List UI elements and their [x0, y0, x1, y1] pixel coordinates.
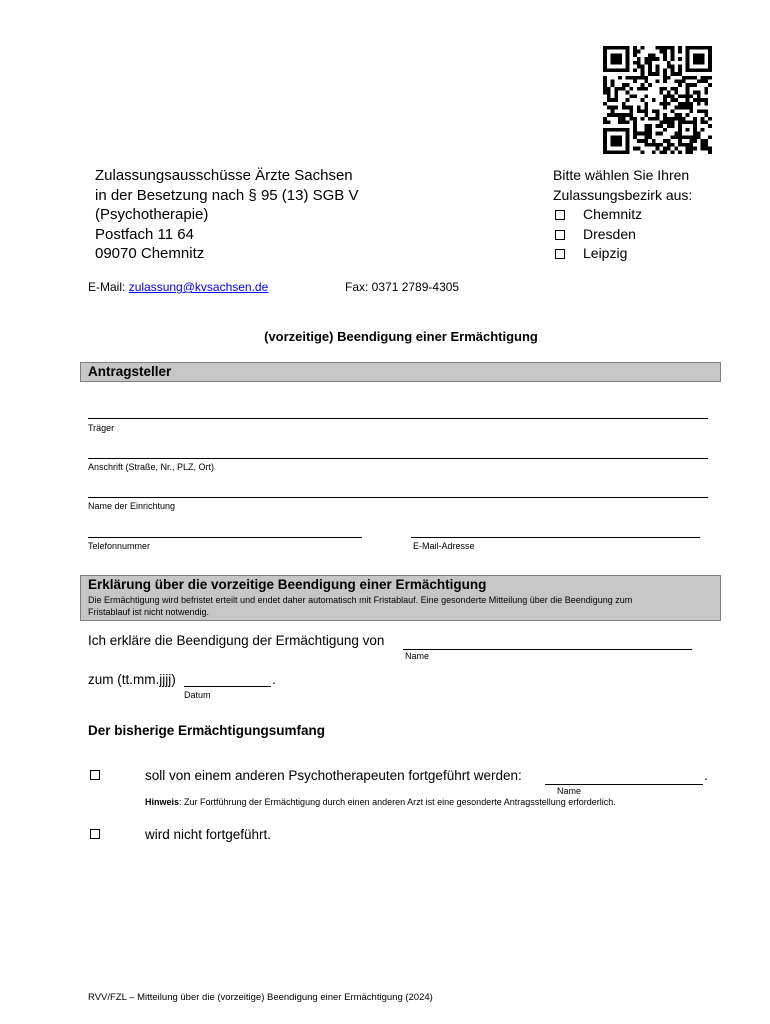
traeger-label: Träger — [88, 423, 115, 433]
dresden-checkbox[interactable] — [555, 230, 565, 240]
end-date-field[interactable] — [184, 673, 271, 687]
recipient-line: Zulassungsausschüsse Ärzte Sachsen — [95, 167, 353, 184]
recipient-line: in der Besetzung nach § 95 (13) SGB V — [95, 186, 359, 204]
email-address-label: E-Mail-Adresse — [413, 541, 475, 551]
chemnitz-checkbox[interactable] — [555, 210, 565, 220]
declaration-section-title: Erklärung über die vorzeitige Beendigung einer Ermächtigung — [88, 577, 487, 592]
continued-option-label: soll von einem anderen Psychotherapeuten fortgeführt werden: — [145, 768, 522, 783]
phone-field[interactable] — [88, 524, 362, 538]
declaration-section-header — [80, 575, 721, 621]
declaration-note-line: Die Ermächtigung wird befristet erteilt und endet daher automatisch mit Fristablauf. Eine gesonderte Mitteilung über die Beendigung zum — [88, 595, 633, 605]
district-prompt: Zulassungsbezirk aus: — [553, 186, 693, 203]
recipient-address — [95, 166, 359, 264]
scope-heading: Der bisherige Ermächtigungsumfang — [88, 723, 326, 738]
district-selection — [553, 166, 692, 264]
hint-label: Hinweis — [145, 797, 180, 807]
recipient-line: 09070 Chemnitz — [95, 245, 205, 262]
recipient-line: Postfach 11 64 — [95, 225, 194, 243]
hint-text: : Zur Fortführung der Ermächtigung durch einen anderen Arzt ist eine gesonderte Antragsstellung erforderlich. — [179, 797, 616, 807]
end-date-prefix: zum (tt.mm.jjjj) — [88, 672, 176, 687]
leipzig-checkbox[interactable] — [555, 249, 565, 259]
address-label: Anschrift (Straße, Nr., PLZ, Ort) — [88, 462, 215, 472]
continued-checkbox[interactable] — [90, 770, 100, 780]
document-footer: RVV/FZL – Mitteilung über die (vorzeitige) Beendigung einer Ermächtigung (2024) — [88, 992, 433, 1003]
continuation-hint — [145, 797, 616, 807]
successor-name-label: Name — [557, 786, 582, 796]
applicant-section-header — [80, 362, 721, 382]
recipient-line: (Psychotherapie) — [95, 206, 209, 223]
declaration-statement: Ich erkläre die Beendigung der Ermächtigung von — [88, 633, 385, 648]
email-address-field[interactable] — [411, 524, 700, 538]
email-label: E-Mail: — [88, 280, 126, 294]
district-option-chemnitz[interactable] — [553, 205, 692, 225]
district-prompt: Bitte wählen Sie Ihren — [553, 167, 690, 183]
document-title: (vorzeitige) Beendigung einer Ermächtigung — [264, 329, 538, 344]
district-option-label: Leipzig — [583, 245, 628, 261]
fax-number: Fax: 0371 2789-4305 — [345, 280, 460, 294]
email-link[interactable]: zulassung@kvsachsen.de — [128, 280, 269, 294]
facility-name-label: Name der Einrichtung — [88, 501, 176, 511]
authorized-name-field[interactable] — [403, 636, 692, 650]
facility-name-field[interactable] — [88, 484, 708, 498]
applicant-section-title: Antragsteller — [88, 364, 172, 379]
end-date-suffix: . — [272, 672, 276, 687]
not-continued-checkbox[interactable] — [90, 829, 100, 839]
qr-code-icon — [603, 46, 712, 154]
not-continued-option-label: wird nicht fortgeführt. — [145, 827, 272, 842]
end-date-label: Datum — [184, 690, 211, 700]
address-field[interactable] — [88, 445, 708, 459]
traeger-field[interactable] — [88, 405, 708, 419]
district-option-label: Chemnitz — [583, 206, 643, 222]
authorized-name-label: Name — [405, 651, 430, 661]
phone-label: Telefonnummer — [88, 541, 151, 551]
continued-option-suffix: . — [704, 768, 708, 783]
email-row — [88, 280, 268, 294]
district-option-label: Dresden — [583, 225, 636, 242]
district-option-leipzig[interactable] — [553, 244, 692, 264]
successor-name-field[interactable] — [545, 771, 703, 785]
district-option-dresden[interactable] — [553, 225, 692, 245]
declaration-note-line: Fristablauf ist nicht notwendig. — [88, 607, 210, 617]
